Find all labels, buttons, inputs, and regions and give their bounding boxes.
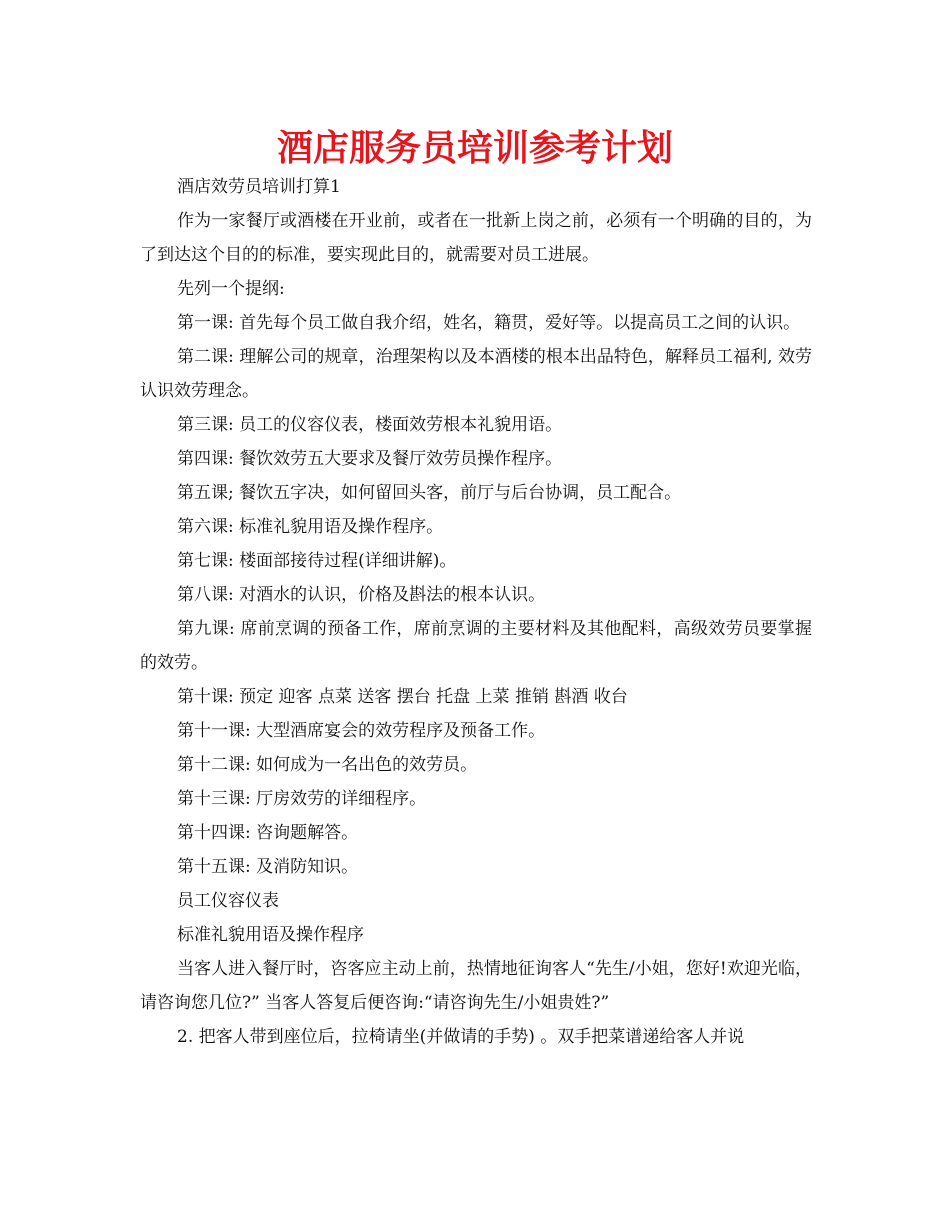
paragraph: 第九课: 席前烹调的预备工作，席前烹调的主要材料及其他配料，高级效劳员要掌握的效劳。	[140, 619, 812, 673]
paragraph: 酒店效劳员培训打算1	[177, 177, 341, 197]
paragraph: 第十四课: 咨询题解答。	[177, 823, 359, 843]
paragraph: 第四课: 餐饮效劳五大要求及餐厅效劳员操作程序。	[177, 449, 563, 469]
paragraph: 第三课: 员工的仪容仪表，楼面效劳根本礼貌用语。	[177, 415, 563, 435]
paragraph: 第十二课: 如何成为一名出色的效劳员。	[177, 755, 478, 775]
paragraph: 第七课: 楼面部接待过程(详细讲解)。	[177, 551, 457, 571]
paragraph: 第六课: 标准礼貌用语及操作程序。	[177, 517, 444, 537]
paragraph: 第一课: 首先每个员工做自我介绍，姓名，籍贯，爱好等。以提高员工之间的认识。	[177, 313, 801, 333]
paragraph: 第五课; 餐饮五字决，如何留回头客，前厅与后台协调，员工配合。	[177, 483, 682, 503]
paragraph: 第十课: 预定 迎客 点菜 送客 摆台 托盘 上菜 推销 斟酒 收台	[177, 687, 628, 707]
document-body	[140, 170, 812, 1054]
paragraph: 第十一课: 大型酒席宴会的效劳程序及预备工作。	[177, 721, 546, 741]
paragraph: 标准礼貌用语及操作程序	[177, 925, 364, 945]
paragraph: 第十五课: 及消防知识。	[177, 857, 359, 877]
paragraph: 作为一家餐厅或酒楼在开业前，或者在一批新上岗之前，必须有一个明确的目的，为了到达这个目的的标准，要实现此目的，就需要对员工进展。	[140, 211, 812, 265]
paragraph: 先列一个提纲:	[177, 279, 285, 299]
paragraph: 第二课: 理解公司的规章，治理架构以及本酒楼的根本出品特色，解释员工福利, 效劳认识效劳理念。	[140, 347, 812, 401]
document-title: 酒店服务员培训参考计划	[276, 128, 673, 169]
paragraph: 2. 把客人带到座位后，拉椅请坐(并做请的手势) 。双手把菜谱递给客人并说	[177, 1027, 745, 1047]
paragraph: 当客人进入餐厅时，咨客应主动上前，热情地征询客人“先生/小姐，您好!欢迎光临，请咨询您几位?” 当客人答复后便咨询:“请咨询先生/小姐贵姓?”	[140, 959, 812, 1013]
paragraph: 第八课: 对酒水的认识，价格及斟法的根本认识。	[177, 585, 546, 605]
paragraph: 员工仪容仪表	[177, 891, 279, 911]
paragraph: 第十三课: 厅房效劳的详细程序。	[177, 789, 427, 809]
